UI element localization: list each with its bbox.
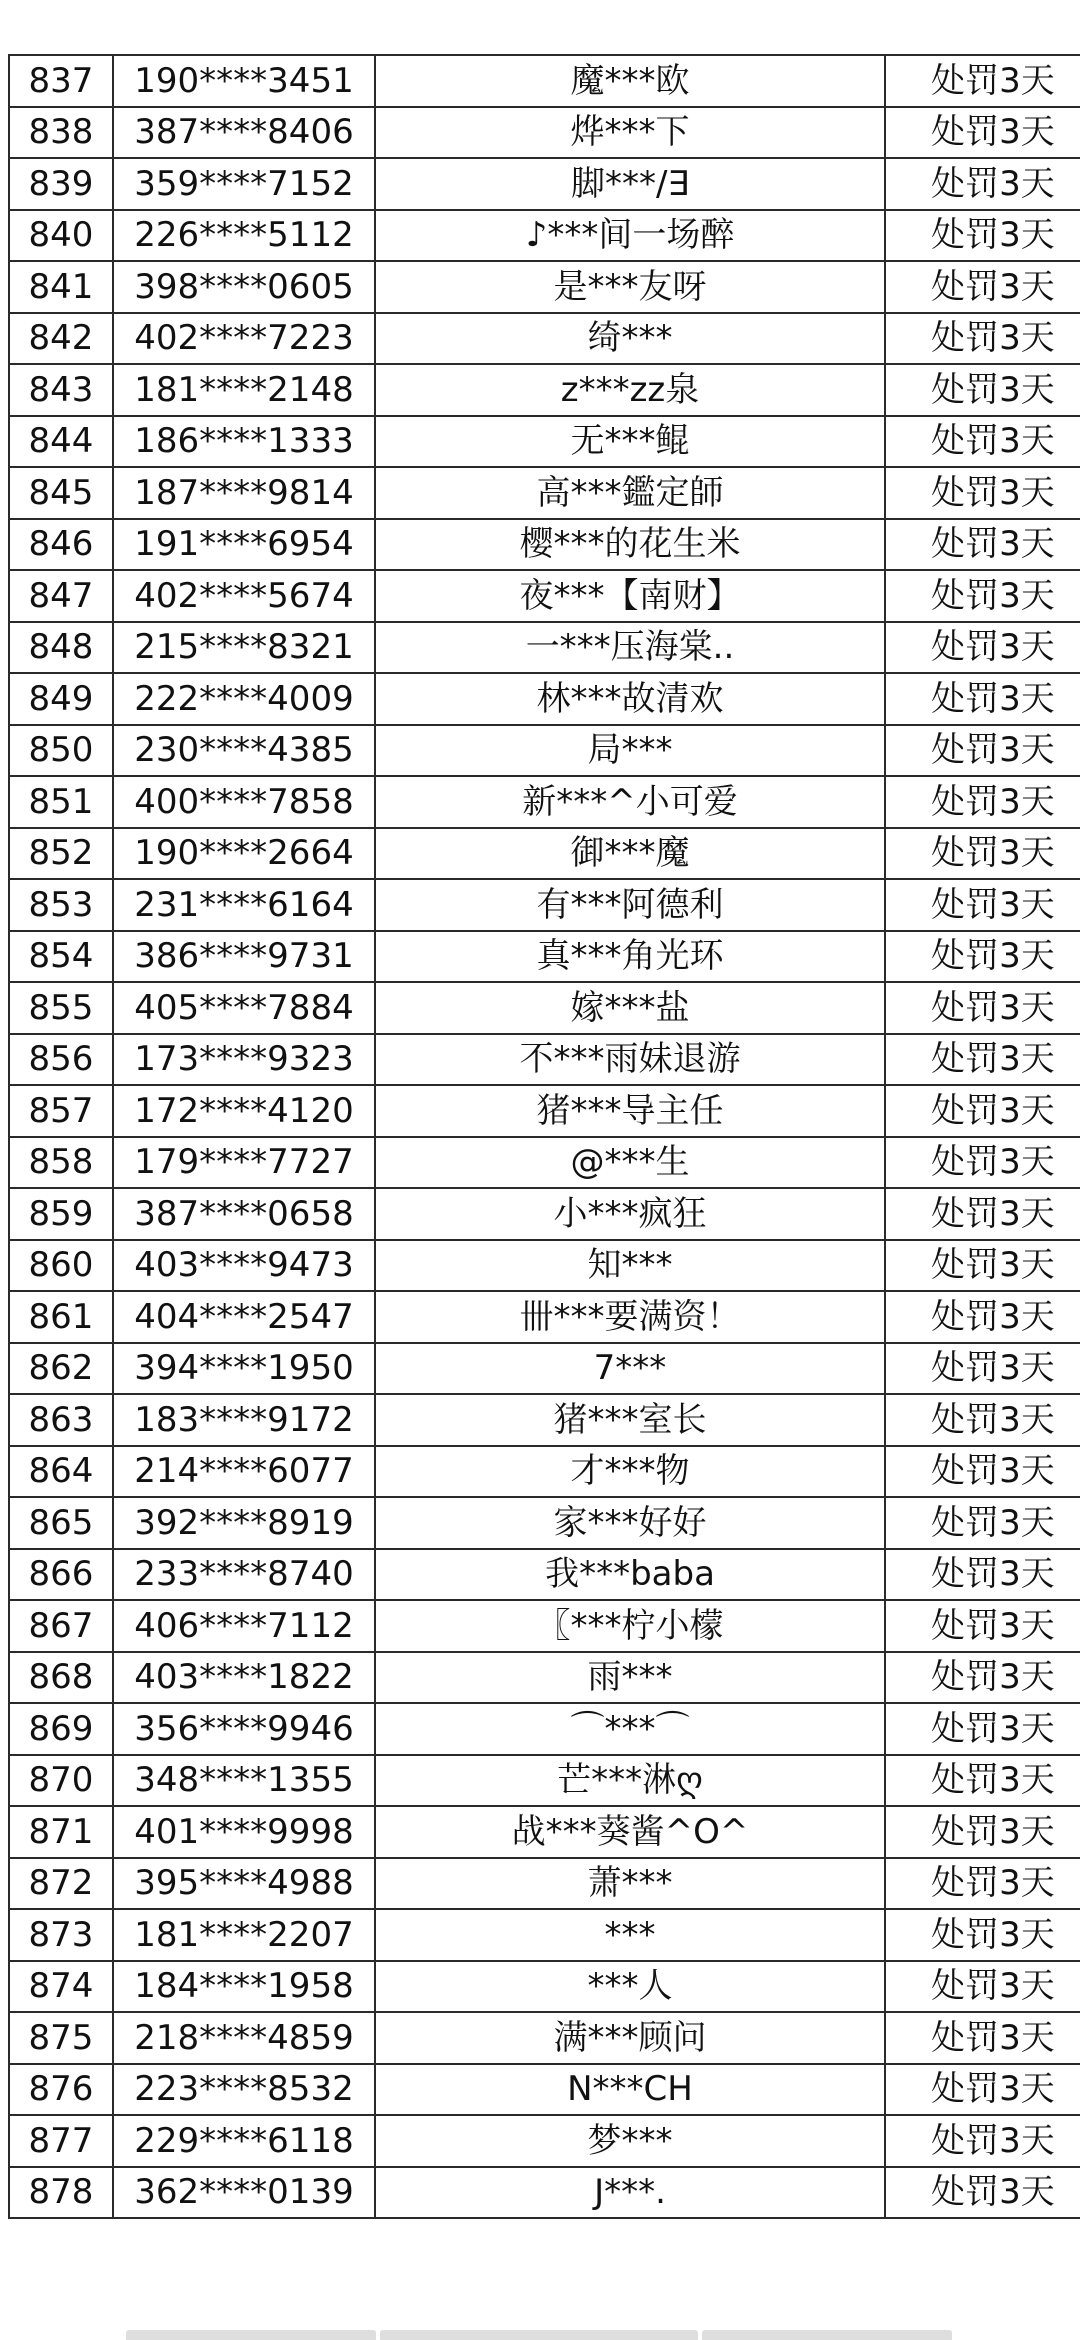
penalty-status-cell: 处罚3天 bbox=[885, 1497, 1080, 1549]
bottom-tab-3[interactable] bbox=[702, 2330, 952, 2340]
table-row bbox=[9, 1497, 1080, 1549]
penalty-status-cell: 处罚3天 bbox=[885, 2115, 1080, 2167]
row-index-cell: 856 bbox=[9, 1034, 113, 1086]
row-index-cell: 840 bbox=[9, 210, 113, 262]
table-row bbox=[9, 158, 1080, 210]
row-index-cell: 868 bbox=[9, 1652, 113, 1704]
user-id-cell: 214****6077 bbox=[113, 1446, 375, 1498]
row-index-cell: 861 bbox=[9, 1291, 113, 1343]
row-index-cell: 865 bbox=[9, 1497, 113, 1549]
nickname-cell: *** bbox=[375, 1909, 885, 1961]
row-index-cell: 858 bbox=[9, 1137, 113, 1189]
table-row bbox=[9, 2012, 1080, 2064]
penalty-status-cell: 处罚3天 bbox=[885, 879, 1080, 931]
penalty-status-cell: 处罚3天 bbox=[885, 519, 1080, 571]
nickname-cell: 猪***导主任 bbox=[375, 1085, 885, 1137]
penalty-status-cell: 处罚3天 bbox=[885, 828, 1080, 880]
penalty-status-cell: 处罚3天 bbox=[885, 364, 1080, 416]
row-index-cell: 842 bbox=[9, 313, 113, 365]
row-index-cell: 862 bbox=[9, 1343, 113, 1395]
user-id-cell: 223****8532 bbox=[113, 2064, 375, 2116]
penalty-status-cell: 处罚3天 bbox=[885, 1394, 1080, 1446]
row-index-cell: 870 bbox=[9, 1755, 113, 1807]
user-id-cell: 173****9323 bbox=[113, 1034, 375, 1086]
penalty-status-cell: 处罚3天 bbox=[885, 1137, 1080, 1189]
user-id-cell: 191****6954 bbox=[113, 519, 375, 571]
nickname-cell: 萧*** bbox=[375, 1858, 885, 1910]
table-row bbox=[9, 1909, 1080, 1961]
penalty-status-cell: 处罚3天 bbox=[885, 1961, 1080, 2013]
row-index-cell: 837 bbox=[9, 55, 113, 107]
user-id-cell: 179****7727 bbox=[113, 1137, 375, 1189]
user-id-cell: 387****0658 bbox=[113, 1188, 375, 1240]
row-index-cell: 844 bbox=[9, 416, 113, 468]
row-index-cell: 863 bbox=[9, 1394, 113, 1446]
penalty-status-cell: 处罚3天 bbox=[885, 1085, 1080, 1137]
nickname-cell: 家***好好 bbox=[375, 1497, 885, 1549]
user-id-cell: 172****4120 bbox=[113, 1085, 375, 1137]
penalty-status-cell: 处罚3天 bbox=[885, 982, 1080, 1034]
nickname-cell: 夜***【南财】 bbox=[375, 570, 885, 622]
table-row bbox=[9, 1343, 1080, 1395]
user-id-cell: 403****1822 bbox=[113, 1652, 375, 1704]
penalty-status-cell: 处罚3天 bbox=[885, 1034, 1080, 1086]
row-index-cell: 857 bbox=[9, 1085, 113, 1137]
row-index-cell: 876 bbox=[9, 2064, 113, 2116]
user-id-cell: 226****5112 bbox=[113, 210, 375, 262]
table-row bbox=[9, 1137, 1080, 1189]
penalty-status-cell: 处罚3天 bbox=[885, 725, 1080, 777]
row-index-cell: 854 bbox=[9, 931, 113, 983]
row-index-cell: 877 bbox=[9, 2115, 113, 2167]
table-row bbox=[9, 776, 1080, 828]
penalty-status-cell: 处罚3天 bbox=[885, 931, 1080, 983]
user-id-cell: 190****2664 bbox=[113, 828, 375, 880]
penalty-status-cell: 处罚3天 bbox=[885, 1909, 1080, 1961]
table-row bbox=[9, 1858, 1080, 1910]
table-row bbox=[9, 725, 1080, 777]
penalty-status-cell: 处罚3天 bbox=[885, 2064, 1080, 2116]
user-id-cell: 230****4385 bbox=[113, 725, 375, 777]
table-row bbox=[9, 1240, 1080, 1292]
user-id-cell: 181****2207 bbox=[113, 1909, 375, 1961]
penalty-status-cell: 处罚3天 bbox=[885, 107, 1080, 159]
table-row bbox=[9, 1806, 1080, 1858]
user-id-cell: 362****0139 bbox=[113, 2167, 375, 2219]
row-index-cell: 847 bbox=[9, 570, 113, 622]
row-index-cell: 852 bbox=[9, 828, 113, 880]
row-index-cell: 841 bbox=[9, 261, 113, 313]
penalty-status-cell: 处罚3天 bbox=[885, 1652, 1080, 1704]
penalty-table-body bbox=[9, 55, 1080, 2218]
bottom-tab-2[interactable] bbox=[380, 2330, 698, 2340]
table-row bbox=[9, 261, 1080, 313]
user-id-cell: 218****4859 bbox=[113, 2012, 375, 2064]
bottom-tab-strip bbox=[0, 2322, 1080, 2340]
table-row bbox=[9, 1961, 1080, 2013]
row-index-cell: 866 bbox=[9, 1549, 113, 1601]
row-index-cell: 838 bbox=[9, 107, 113, 159]
penalty-table bbox=[8, 54, 1080, 2219]
nickname-cell: 绮*** bbox=[375, 313, 885, 365]
user-id-cell: 387****8406 bbox=[113, 107, 375, 159]
nickname-cell: 脚***/∃ bbox=[375, 158, 885, 210]
nickname-cell: 知*** bbox=[375, 1240, 885, 1292]
row-index-cell: 839 bbox=[9, 158, 113, 210]
user-id-cell: 222****4009 bbox=[113, 673, 375, 725]
table-row bbox=[9, 570, 1080, 622]
nickname-cell: 有***阿德利 bbox=[375, 879, 885, 931]
nickname-cell: 7*** bbox=[375, 1343, 885, 1395]
row-index-cell: 848 bbox=[9, 622, 113, 674]
table-row bbox=[9, 313, 1080, 365]
penalty-status-cell: 处罚3天 bbox=[885, 1446, 1080, 1498]
row-index-cell: 843 bbox=[9, 364, 113, 416]
user-id-cell: 404****2547 bbox=[113, 1291, 375, 1343]
nickname-cell: 烨***下 bbox=[375, 107, 885, 159]
user-id-cell: 190****3451 bbox=[113, 55, 375, 107]
nickname-cell: 局*** bbox=[375, 725, 885, 777]
user-id-cell: 184****1958 bbox=[113, 1961, 375, 2013]
table-row bbox=[9, 1446, 1080, 1498]
nickname-cell: z***zz泉 bbox=[375, 364, 885, 416]
row-index-cell: 860 bbox=[9, 1240, 113, 1292]
nickname-cell: 御***魔 bbox=[375, 828, 885, 880]
user-id-cell: 356****9946 bbox=[113, 1703, 375, 1755]
nickname-cell: 〖***柠小檬 bbox=[375, 1600, 885, 1652]
penalty-status-cell: 处罚3天 bbox=[885, 1291, 1080, 1343]
table-row bbox=[9, 210, 1080, 262]
row-index-cell: 873 bbox=[9, 1909, 113, 1961]
table-row bbox=[9, 931, 1080, 983]
table-row bbox=[9, 519, 1080, 571]
penalty-status-cell: 处罚3天 bbox=[885, 776, 1080, 828]
user-id-cell: 181****2148 bbox=[113, 364, 375, 416]
table-row bbox=[9, 879, 1080, 931]
nickname-cell: 魔***欧 bbox=[375, 55, 885, 107]
row-index-cell: 875 bbox=[9, 2012, 113, 2064]
nickname-cell: 战***葵酱^O^ bbox=[375, 1806, 885, 1858]
penalty-status-cell: 处罚3天 bbox=[885, 2167, 1080, 2219]
penalty-status-cell: 处罚3天 bbox=[885, 1240, 1080, 1292]
nickname-cell: N***CH bbox=[375, 2064, 885, 2116]
nickname-cell: 梦*** bbox=[375, 2115, 885, 2167]
user-id-cell: 359****7152 bbox=[113, 158, 375, 210]
penalty-status-cell: 处罚3天 bbox=[885, 467, 1080, 519]
nickname-cell: ♪***间一场醉 bbox=[375, 210, 885, 262]
nickname-cell: 芒***淋ღ bbox=[375, 1755, 885, 1807]
user-id-cell: 406****7112 bbox=[113, 1600, 375, 1652]
nickname-cell: 新***^小可爱 bbox=[375, 776, 885, 828]
user-id-cell: 398****0605 bbox=[113, 261, 375, 313]
row-index-cell: 859 bbox=[9, 1188, 113, 1240]
table-row bbox=[9, 673, 1080, 725]
nickname-cell: 小***疯狂 bbox=[375, 1188, 885, 1240]
user-id-cell: 386****9731 bbox=[113, 931, 375, 983]
table-row bbox=[9, 1188, 1080, 1240]
user-id-cell: 348****1355 bbox=[113, 1755, 375, 1807]
user-id-cell: 183****9172 bbox=[113, 1394, 375, 1446]
user-id-cell: 231****6164 bbox=[113, 879, 375, 931]
penalty-status-cell: 处罚3天 bbox=[885, 210, 1080, 262]
row-index-cell: 867 bbox=[9, 1600, 113, 1652]
row-index-cell: 853 bbox=[9, 879, 113, 931]
user-id-cell: 402****5674 bbox=[113, 570, 375, 622]
penalty-status-cell: 处罚3天 bbox=[885, 158, 1080, 210]
table-row bbox=[9, 2115, 1080, 2167]
penalty-status-cell: 处罚3天 bbox=[885, 261, 1080, 313]
nickname-cell: 樱***的花生米 bbox=[375, 519, 885, 571]
user-id-cell: 186****1333 bbox=[113, 416, 375, 468]
penalty-status-cell: 处罚3天 bbox=[885, 1755, 1080, 1807]
row-index-cell: 845 bbox=[9, 467, 113, 519]
table-row bbox=[9, 2167, 1080, 2219]
row-index-cell: 850 bbox=[9, 725, 113, 777]
nickname-cell: 满***顾问 bbox=[375, 2012, 885, 2064]
nickname-cell: 一***压海棠.. bbox=[375, 622, 885, 674]
table-row bbox=[9, 1600, 1080, 1652]
penalty-status-cell: 处罚3天 bbox=[885, 673, 1080, 725]
nickname-cell: 林***故清欢 bbox=[375, 673, 885, 725]
penalty-list-sheet bbox=[8, 54, 1080, 2219]
penalty-status-cell: 处罚3天 bbox=[885, 1703, 1080, 1755]
table-row bbox=[9, 55, 1080, 107]
user-id-cell: 403****9473 bbox=[113, 1240, 375, 1292]
nickname-cell: 无***鲲 bbox=[375, 416, 885, 468]
penalty-status-cell: 处罚3天 bbox=[885, 1343, 1080, 1395]
nickname-cell: 嫁***盐 bbox=[375, 982, 885, 1034]
table-row bbox=[9, 467, 1080, 519]
table-row bbox=[9, 828, 1080, 880]
penalty-status-cell: 处罚3天 bbox=[885, 570, 1080, 622]
penalty-status-cell: 处罚3天 bbox=[885, 55, 1080, 107]
user-id-cell: 229****6118 bbox=[113, 2115, 375, 2167]
nickname-cell: ***人 bbox=[375, 1961, 885, 2013]
nickname-cell: 卌***要满资！ bbox=[375, 1291, 885, 1343]
nickname-cell: 不***雨妹退游 bbox=[375, 1034, 885, 1086]
nickname-cell: 是***友呀 bbox=[375, 261, 885, 313]
user-id-cell: 395****4988 bbox=[113, 1858, 375, 1910]
row-index-cell: 849 bbox=[9, 673, 113, 725]
nickname-cell: 真***角光环 bbox=[375, 931, 885, 983]
table-row bbox=[9, 1755, 1080, 1807]
user-id-cell: 187****9814 bbox=[113, 467, 375, 519]
nickname-cell: 我***baba bbox=[375, 1549, 885, 1601]
user-id-cell: 405****7884 bbox=[113, 982, 375, 1034]
nickname-cell: 才***物 bbox=[375, 1446, 885, 1498]
penalty-status-cell: 处罚3天 bbox=[885, 1549, 1080, 1601]
table-row bbox=[9, 1394, 1080, 1446]
table-row bbox=[9, 1652, 1080, 1704]
table-row bbox=[9, 364, 1080, 416]
table-row bbox=[9, 1291, 1080, 1343]
user-id-cell: 402****7223 bbox=[113, 313, 375, 365]
penalty-status-cell: 处罚3天 bbox=[885, 416, 1080, 468]
penalty-status-cell: 处罚3天 bbox=[885, 622, 1080, 674]
table-row bbox=[9, 1703, 1080, 1755]
table-row bbox=[9, 1549, 1080, 1601]
penalty-status-cell: 处罚3天 bbox=[885, 1858, 1080, 1910]
table-row bbox=[9, 107, 1080, 159]
row-index-cell: 872 bbox=[9, 1858, 113, 1910]
penalty-status-cell: 处罚3天 bbox=[885, 313, 1080, 365]
nickname-cell: J***. bbox=[375, 2167, 885, 2219]
user-id-cell: 392****8919 bbox=[113, 1497, 375, 1549]
table-row bbox=[9, 622, 1080, 674]
row-index-cell: 871 bbox=[9, 1806, 113, 1858]
row-index-cell: 851 bbox=[9, 776, 113, 828]
penalty-status-cell: 处罚3天 bbox=[885, 1600, 1080, 1652]
table-row bbox=[9, 982, 1080, 1034]
table-row bbox=[9, 1034, 1080, 1086]
table-row bbox=[9, 416, 1080, 468]
user-id-cell: 233****8740 bbox=[113, 1549, 375, 1601]
row-index-cell: 874 bbox=[9, 1961, 113, 2013]
bottom-tab-1[interactable] bbox=[126, 2330, 376, 2340]
penalty-status-cell: 处罚3天 bbox=[885, 1188, 1080, 1240]
user-id-cell: 400****7858 bbox=[113, 776, 375, 828]
nickname-cell: 雨*** bbox=[375, 1652, 885, 1704]
nickname-cell: ⌒***⌒ bbox=[375, 1703, 885, 1755]
user-id-cell: 394****1950 bbox=[113, 1343, 375, 1395]
penalty-status-cell: 处罚3天 bbox=[885, 2012, 1080, 2064]
nickname-cell: @***生 bbox=[375, 1137, 885, 1189]
table-row bbox=[9, 2064, 1080, 2116]
row-index-cell: 864 bbox=[9, 1446, 113, 1498]
nickname-cell: 猪***室长 bbox=[375, 1394, 885, 1446]
row-index-cell: 869 bbox=[9, 1703, 113, 1755]
penalty-status-cell: 处罚3天 bbox=[885, 1806, 1080, 1858]
table-row bbox=[9, 1085, 1080, 1137]
nickname-cell: 高***鑑定師 bbox=[375, 467, 885, 519]
user-id-cell: 401****9998 bbox=[113, 1806, 375, 1858]
user-id-cell: 215****8321 bbox=[113, 622, 375, 674]
row-index-cell: 855 bbox=[9, 982, 113, 1034]
row-index-cell: 846 bbox=[9, 519, 113, 571]
row-index-cell: 878 bbox=[9, 2167, 113, 2219]
